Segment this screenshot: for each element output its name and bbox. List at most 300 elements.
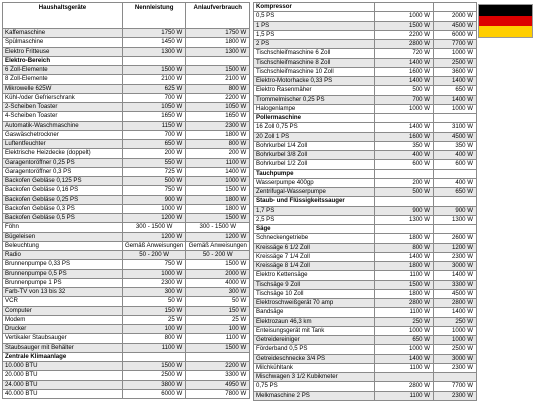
table-row (3, 269, 250, 278)
section-title: Staub- und Flüssigkeitssauger (254, 197, 375, 206)
startup-power-cell: 2000 W (186, 269, 250, 278)
appliance-name-cell: Elektro-Motorhacke 0,33 PS (254, 77, 375, 86)
section-title: Elektro-Bereich (3, 56, 123, 65)
table-row (254, 40, 477, 49)
appliance-name-cell: Computer (3, 306, 123, 315)
table-row (254, 30, 477, 39)
startup-power-cell: 300 - 1500 W (186, 223, 250, 232)
table-row (254, 252, 477, 261)
column-header-startup-power: Anlaufverbrauch (186, 3, 250, 29)
startup-power-cell: 4500 W (434, 132, 477, 141)
table-row (254, 234, 477, 243)
appliance-name-cell: Kreissäge 8 1/4 Zoll (254, 262, 375, 271)
startup-power-cell: 200 W (186, 149, 250, 158)
rated-power-cell: 1650 W (123, 112, 186, 121)
table-row (254, 132, 477, 141)
appliance-name-cell: 1,5 PS (254, 30, 375, 39)
appliance-name-cell: VCR (3, 297, 123, 306)
rated-power-cell: 1000 W (375, 345, 434, 354)
rated-power-cell: 1200 W (123, 214, 186, 223)
appliance-name-cell: Elektro Rasenmäher (254, 86, 375, 95)
appliance-name-cell: Bügeleisen (3, 232, 123, 241)
rated-power-cell: 750 W (123, 260, 186, 269)
rated-power-cell: 2300 W (123, 278, 186, 287)
appliance-name-cell: Trommelmischer 0,25 PS (254, 95, 375, 104)
startup-power-cell: 50 - 200 W (186, 251, 250, 260)
startup-power-cell: 3100 W (434, 123, 477, 132)
rated-power-cell: 1600 W (375, 132, 434, 141)
table-row (3, 380, 250, 389)
rated-power-cell (123, 352, 186, 361)
table-row (3, 38, 250, 47)
startup-power-cell: 1800 W (186, 38, 250, 47)
startup-power-cell: 2300 W (434, 363, 477, 372)
startup-power-cell: 25 W (186, 315, 250, 324)
table-row (3, 121, 250, 130)
table-row (3, 260, 250, 269)
rated-power-cell: 1400 W (375, 123, 434, 132)
table-row (254, 178, 477, 187)
table-row (3, 177, 250, 186)
rated-power-cell: 1800 W (375, 234, 434, 243)
startup-power-cell: 1650 W (186, 112, 250, 121)
appliance-name-cell: Förderband 0,5 PS (254, 345, 375, 354)
table-row (254, 123, 477, 132)
rated-power-cell: 6000 W (123, 389, 186, 398)
rated-power-cell: 800 W (123, 334, 186, 343)
table-row (3, 140, 250, 149)
startup-power-cell: 7700 W (434, 382, 477, 391)
table-row (254, 336, 477, 345)
appliance-name-cell: Bohrkurbel 3/8 Zoll (254, 151, 375, 160)
appliance-name-cell: Garagentoröffner 0,25 PS (3, 158, 123, 167)
appliance-name-cell: 0,75 PS (254, 382, 375, 391)
table-row (3, 343, 250, 352)
startup-power-cell: 4500 W (434, 289, 477, 298)
table-row (254, 21, 477, 30)
appliance-name-cell: Kreissäge 7 1/4 Zoll (254, 252, 375, 261)
rated-power-cell: 1450 W (123, 38, 186, 47)
table-row (3, 66, 250, 75)
table-row (254, 104, 477, 113)
flag-stripe-red (479, 16, 532, 27)
appliance-name-cell: 1,7 PS (254, 206, 375, 215)
startup-power-cell: 1500 W (186, 343, 250, 352)
table-row (3, 47, 250, 56)
table-row (254, 363, 477, 372)
startup-power-cell: 1100 W (186, 158, 250, 167)
table-row (3, 186, 250, 195)
appliance-name-cell: Wasserpumpe 400gp (254, 178, 375, 187)
appliance-name-cell: Backofen Gebläse 0,3 PS (3, 204, 123, 213)
rated-power-cell: 1000 W (123, 204, 186, 213)
appliance-name-cell: Getreidereiniger (254, 336, 375, 345)
table-row (3, 389, 250, 398)
rated-power-cell: 1400 W (375, 58, 434, 67)
startup-power-cell: 1800 W (186, 195, 250, 204)
startup-power-cell: 4000 W (186, 278, 250, 287)
startup-power-cell: 2300 W (434, 391, 477, 400)
rated-power-cell: 700 W (123, 93, 186, 102)
table-row (254, 58, 477, 67)
startup-power-cell: 1300 W (434, 215, 477, 224)
table-row (254, 206, 477, 215)
appliance-name-cell: 8 Zoll-Elemente (3, 75, 123, 84)
startup-power-cell: 2300 W (434, 252, 477, 261)
appliance-name-cell: Beleuchtung (3, 241, 123, 250)
appliance-name-cell: Modem (3, 315, 123, 324)
rated-power-cell: 1100 W (375, 391, 434, 400)
rated-power-cell: 500 W (375, 188, 434, 197)
table-row (254, 326, 477, 335)
rated-power-cell: 1400 W (375, 77, 434, 86)
startup-power-cell: 1400 W (434, 271, 477, 280)
startup-power-cell: 2100 W (186, 75, 250, 84)
appliance-name-cell: Backofen Gebläse 0,125 PS (3, 177, 123, 186)
section-title: Pollermaschine (254, 114, 375, 123)
startup-power-cell: 4950 W (186, 380, 250, 389)
startup-power-cell: 2000 W (434, 12, 477, 21)
rated-power-cell: 750 W (123, 186, 186, 195)
startup-power-cell: 1400 W (434, 77, 477, 86)
rated-power-cell: 2200 W (375, 30, 434, 39)
startup-power-cell: 7700 W (434, 40, 477, 49)
startup-power-cell: 1200 W (434, 243, 477, 252)
appliance-name-cell: Kreissäge 6 1/2 Zoll (254, 243, 375, 252)
startup-power-cell: 3600 W (434, 67, 477, 76)
table-row (254, 289, 477, 298)
rated-power-cell: 350 W (375, 141, 434, 150)
table-row (254, 67, 477, 76)
startup-power-cell: 3300 W (186, 371, 250, 380)
appliance-name-cell: Zentrifugal-Wasserpumpe (254, 188, 375, 197)
startup-power-cell: 6000 W (434, 30, 477, 39)
appliance-name-cell: Kühl-/oder Gefrierschrank (3, 93, 123, 102)
startup-power-cell (434, 169, 477, 178)
rated-power-cell: 25 W (123, 315, 186, 324)
rated-power-cell: 1000 W (123, 269, 186, 278)
appliance-name-cell: 2,5 PS (254, 215, 375, 224)
startup-power-cell: 1750 W (186, 29, 250, 38)
appliance-name-cell: Tischschleifmaschine 6 Zoll (254, 49, 375, 58)
section-header-row (3, 352, 250, 361)
startup-power-cell: 7800 W (186, 389, 250, 398)
rated-power-cell: 1000 W (375, 326, 434, 335)
startup-power-cell: 1000 W (434, 326, 477, 335)
table-row (3, 84, 250, 93)
rated-power-cell: 600 W (375, 160, 434, 169)
rated-power-cell: 1500 W (375, 21, 434, 30)
section-header-row (254, 225, 477, 234)
startup-power-cell: 1500 W (186, 66, 250, 75)
table-row (254, 12, 477, 21)
startup-power-cell: 2500 W (434, 58, 477, 67)
rated-power-cell: 200 W (375, 178, 434, 187)
rated-power-cell: 725 W (123, 167, 186, 176)
table-row (3, 29, 250, 38)
appliance-name-cell: Backofen Gebläse 0,25 PS (3, 195, 123, 204)
startup-power-cell: 650 W (434, 86, 477, 95)
table-row (3, 195, 250, 204)
flag-stripe-black (479, 5, 532, 16)
startup-power-cell: 1400 W (434, 308, 477, 317)
rated-power-cell: 1800 W (375, 289, 434, 298)
appliance-name-cell: Brunnenpumpe 0,33 PS (3, 260, 123, 269)
table-row (254, 215, 477, 224)
rated-power-cell: 1500 W (123, 362, 186, 371)
appliance-name-cell: Brunnenpumpe 1 PS (3, 278, 123, 287)
rated-power-cell: 700 W (123, 130, 186, 139)
appliance-name-cell: Bohrkurbel 1/4 Zoll (254, 141, 375, 150)
appliance-name-cell: 40.000 BTU (3, 389, 123, 398)
startup-power-cell: 3000 W (434, 262, 477, 271)
table-row (3, 288, 250, 297)
rated-power-cell: 1000 W (375, 12, 434, 21)
table-row (254, 243, 477, 252)
startup-power-cell (186, 352, 250, 361)
startup-power-cell (434, 114, 477, 123)
appliance-name-cell: Elektrozaun 46,3 km (254, 317, 375, 326)
table-row (3, 325, 250, 334)
rated-power-cell: 2800 W (375, 382, 434, 391)
table-row (254, 188, 477, 197)
flag-stripe-gold (479, 26, 532, 37)
startup-power-cell: 3300 W (434, 280, 477, 289)
appliance-name-cell: Enteisungsgerät mit Tank (254, 326, 375, 335)
table-row (3, 214, 250, 223)
table-row (3, 306, 250, 315)
appliance-name-cell: Föhn (3, 223, 123, 232)
section-header-row (254, 169, 477, 178)
column-header-appliance: Haushaltsgeräte (3, 3, 123, 29)
startup-power-cell: 1000 W (434, 49, 477, 58)
table-row (254, 141, 477, 150)
appliance-table-left (2, 2, 250, 399)
rated-power-cell: 1100 W (375, 271, 434, 280)
appliance-name-cell: Radio (3, 251, 123, 260)
appliance-name-cell: Brunnenpumpe 0,5 PS (3, 269, 123, 278)
startup-power-cell: 2800 W (434, 299, 477, 308)
startup-power-cell: 1800 W (186, 130, 250, 139)
table-row (254, 354, 477, 363)
rated-power-cell: 2100 W (123, 75, 186, 84)
rated-power-cell: 1500 W (123, 66, 186, 75)
appliance-name-cell: Vertikaler Staubsauger (3, 334, 123, 343)
table-row (254, 49, 477, 58)
table-row (254, 151, 477, 160)
rated-power-cell: 400 W (375, 151, 434, 160)
startup-power-cell: 1800 W (186, 204, 250, 213)
appliance-name-cell: 2 PS (254, 40, 375, 49)
table-row (254, 77, 477, 86)
appliance-name-cell: 24.000 BTU (3, 380, 123, 389)
appliance-name-cell: Automatik-Waschmaschine (3, 121, 123, 130)
rated-power-cell: 3800 W (123, 380, 186, 389)
appliance-name-cell: Backofen Gebläse 0,5 PS (3, 214, 123, 223)
section-title: Zentrale Klimaanlage (3, 352, 123, 361)
startup-power-cell: 600 W (434, 160, 477, 169)
appliance-name-cell: Elektro Kettensäge (254, 271, 375, 280)
startup-power-cell: 2200 W (186, 362, 250, 371)
appliance-name-cell: Tischsäge 9 Zoll (254, 280, 375, 289)
rated-power-cell: 50 W (123, 297, 186, 306)
appliance-name-cell: Backofen Gebläse 0,16 PS (3, 186, 123, 195)
startup-power-cell: 150 W (186, 306, 250, 315)
rated-power-cell: 2500 W (123, 371, 186, 380)
rated-power-cell: 1400 W (375, 354, 434, 363)
rated-power-cell: 1800 W (375, 262, 434, 271)
appliance-name-cell: 4-Scheiben Toaster (3, 112, 123, 121)
startup-power-cell: 1050 W (186, 103, 250, 112)
rated-power-cell: 1050 W (123, 103, 186, 112)
appliance-name-cell: Melkmaschine 2 PS (254, 391, 375, 400)
rated-power-cell: 700 W (375, 95, 434, 104)
appliance-name-cell: 6 Zoll-Elemente (3, 66, 123, 75)
startup-power-cell (434, 3, 477, 12)
rated-power-cell (375, 114, 434, 123)
table-row (3, 149, 250, 158)
startup-power-cell: 400 W (434, 178, 477, 187)
rated-power-cell: 1150 W (123, 121, 186, 130)
section-title: Kompressor (254, 3, 375, 12)
table-row (3, 251, 250, 260)
column-header-rated-power: Nennleistung (123, 3, 186, 29)
appliance-table-right (253, 2, 477, 401)
table-row (254, 317, 477, 326)
table-header-row (3, 3, 250, 29)
rated-power-cell: 300 - 1500 W (123, 223, 186, 232)
rated-power-cell: 500 W (123, 177, 186, 186)
table-row (254, 160, 477, 169)
rated-power-cell (375, 169, 434, 178)
startup-power-cell (434, 373, 477, 382)
rated-power-cell: 2800 W (375, 40, 434, 49)
appliance-name-cell: 16 Zoll 0,75 PS (254, 123, 375, 132)
section-header-row (254, 114, 477, 123)
table-row (3, 362, 250, 371)
rated-power-cell: 1750 W (123, 29, 186, 38)
rated-power-cell (375, 225, 434, 234)
appliance-name-cell: Luftentfeuchter (3, 140, 123, 149)
startup-power-cell: 1200 W (186, 232, 250, 241)
table-row (3, 204, 250, 213)
appliance-name-cell: Schneckengetriebe (254, 234, 375, 243)
rated-power-cell (375, 197, 434, 206)
rated-power-cell: 550 W (123, 158, 186, 167)
table-row (3, 75, 250, 84)
startup-power-cell: 50 W (186, 297, 250, 306)
startup-power-cell: 1500 W (186, 214, 250, 223)
table-row (3, 232, 250, 241)
startup-power-cell (186, 56, 250, 65)
appliance-name-cell: Tischschleifmaschine 10 Zoll (254, 67, 375, 76)
table-row (254, 391, 477, 400)
rated-power-cell: 650 W (123, 140, 186, 149)
startup-power-cell: 1000 W (186, 177, 250, 186)
rated-power-cell: 1000 W (375, 104, 434, 113)
startup-power-cell (434, 197, 477, 206)
startup-power-cell: 1300 W (186, 47, 250, 56)
appliance-name-cell: 2-Scheiben Toaster (3, 103, 123, 112)
rated-power-cell: 250 W (375, 317, 434, 326)
table-row (3, 223, 250, 232)
startup-power-cell: 800 W (186, 140, 250, 149)
appliance-name-cell: Bandsäge (254, 308, 375, 317)
appliance-name-cell: Tischsäge 10 Zoll (254, 289, 375, 298)
table-row (254, 308, 477, 317)
appliance-name-cell: Elektro Fritteuse (3, 47, 123, 56)
rated-power-cell (375, 373, 434, 382)
table-row (254, 382, 477, 391)
appliance-name-cell: Tischschleifmaschine 8 Zoll (254, 58, 375, 67)
appliance-name-cell: Halogenlampe (254, 104, 375, 113)
table-row (3, 297, 250, 306)
appliance-name-cell: 0,5 PS (254, 12, 375, 21)
rated-power-cell: 1500 W (375, 280, 434, 289)
appliance-name-cell: Bohrkurbel 1/2 Zoll (254, 160, 375, 169)
rated-power-cell: Gemäß Anweisungen (123, 241, 186, 250)
startup-power-cell: 2200 W (186, 93, 250, 102)
table-row (3, 93, 250, 102)
rated-power-cell: 900 W (123, 195, 186, 204)
startup-power-cell: 1400 W (434, 95, 477, 104)
table-row (3, 158, 250, 167)
table-row (3, 241, 250, 250)
rated-power-cell: 900 W (375, 206, 434, 215)
rated-power-cell (375, 3, 434, 12)
table-row (254, 95, 477, 104)
rated-power-cell: 2800 W (375, 299, 434, 308)
table-row (3, 334, 250, 343)
startup-power-cell: 250 W (434, 317, 477, 326)
rated-power-cell: 800 W (375, 243, 434, 252)
rated-power-cell: 1100 W (123, 343, 186, 352)
table-row (254, 271, 477, 280)
startup-power-cell: 1500 W (186, 186, 250, 195)
rated-power-cell: 625 W (123, 84, 186, 93)
rated-power-cell: 300 W (123, 288, 186, 297)
appliance-name-cell: Staubsauger mit Behälter (3, 343, 123, 352)
appliance-name-cell: Elektrische Heizdecke (doppelt) (3, 149, 123, 158)
section-header-row (254, 3, 477, 12)
appliance-name-cell: Garagentoröffner 0,3 PS (3, 167, 123, 176)
startup-power-cell (434, 225, 477, 234)
startup-power-cell: 1000 W (434, 104, 477, 113)
appliance-name-cell: Drucker (3, 325, 123, 334)
table-row (3, 103, 250, 112)
appliance-name-cell: Kaffemaschine (3, 29, 123, 38)
rated-power-cell: 1300 W (375, 215, 434, 224)
appliance-name-cell: 20.000 BTU (3, 371, 123, 380)
startup-power-cell: 1100 W (186, 334, 250, 343)
table-row (254, 345, 477, 354)
appliance-name-cell: 1 PS (254, 21, 375, 30)
startup-power-cell: 1400 W (186, 167, 250, 176)
rated-power-cell: 1100 W (375, 363, 434, 372)
table-row (254, 373, 477, 382)
table-row (3, 278, 250, 287)
germany-flag-icon (478, 4, 533, 38)
table-row (3, 167, 250, 176)
startup-power-cell: 2300 W (186, 121, 250, 130)
startup-power-cell: 1000 W (434, 336, 477, 345)
rated-power-cell: 200 W (123, 149, 186, 158)
table-row (254, 280, 477, 289)
rated-power-cell: 1400 W (375, 252, 434, 261)
rated-power-cell: 650 W (375, 336, 434, 345)
startup-power-cell: 900 W (434, 206, 477, 215)
rated-power-cell: 1600 W (375, 67, 434, 76)
